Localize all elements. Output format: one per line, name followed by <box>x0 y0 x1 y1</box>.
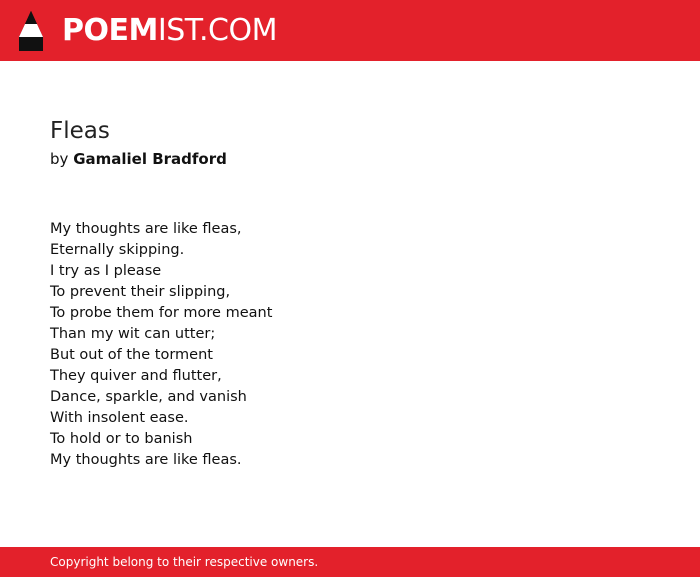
logo-light-text: IST.COM <box>157 13 277 48</box>
poem-line: Than my wit can utter; <box>50 326 216 342</box>
poem-line: To probe them for more meant <box>50 305 273 321</box>
site-footer <box>0 547 700 577</box>
poem-title: Fleas <box>50 118 110 144</box>
author-name[interactable]: Gamaliel Bradford <box>73 150 227 168</box>
by-label: by <box>50 150 69 168</box>
site-logo[interactable] <box>62 14 277 48</box>
poem-line: I try as I please <box>50 263 162 279</box>
poem-line: With insolent ease. <box>50 410 189 426</box>
poem-line: My thoughts are like fleas, <box>50 221 242 237</box>
poem-line: To prevent their slipping, <box>50 284 231 300</box>
poem-body <box>50 219 272 471</box>
poem-line: Eternally skipping. <box>50 242 185 258</box>
site-header <box>0 0 700 61</box>
poem-line: My thoughts are like fleas. <box>50 452 242 468</box>
byline <box>50 149 227 169</box>
poem-line: They quiver and flutter, <box>50 368 222 384</box>
logo-bold-text: POEM <box>62 13 158 48</box>
poem-line: But out of the torment <box>50 347 213 363</box>
copyright-text: Copyright belong to their respective owners. <box>50 555 319 569</box>
poem-line: To hold or to banish <box>50 431 193 447</box>
poem-line: Dance, sparkle, and vanish <box>50 389 247 405</box>
pencil-icon[interactable] <box>19 11 43 51</box>
